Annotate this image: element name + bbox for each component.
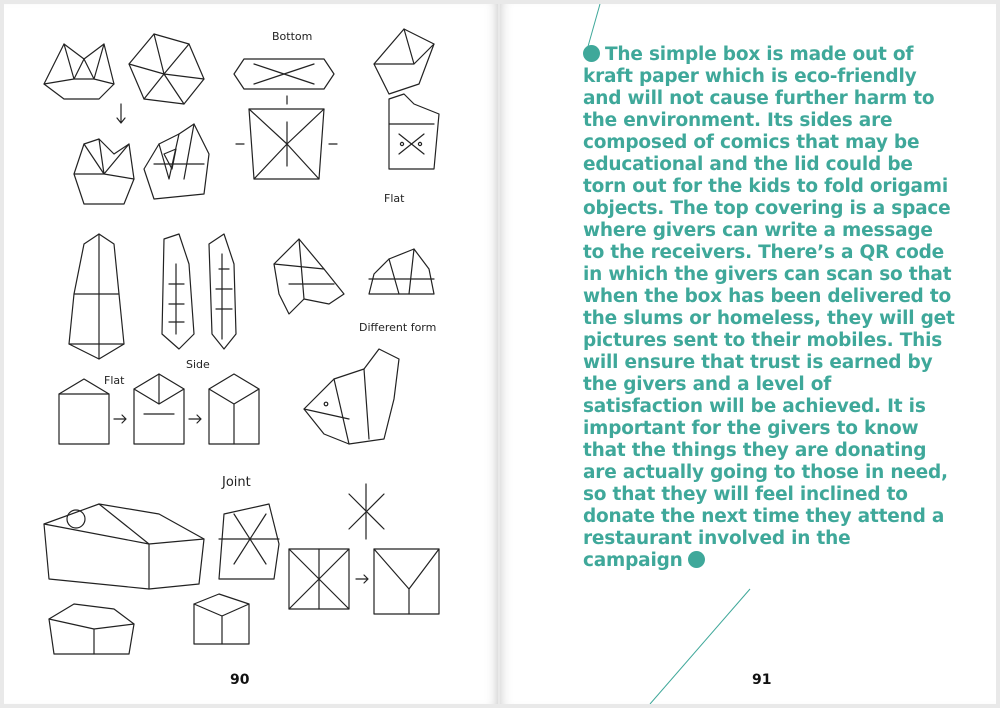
arrow-down: [117, 104, 125, 123]
arrow-right-1: [114, 415, 126, 423]
sketch-joint-box-1: [44, 504, 204, 589]
sketch-flat-house-1: [59, 379, 109, 444]
origami-sketches: [4, 4, 498, 704]
sketch-folded-figure-2: [144, 124, 209, 199]
bottom-accent-line: [650, 589, 750, 704]
label-bottom: Bottom: [272, 30, 313, 43]
sketch-cross-fold: [349, 484, 384, 539]
bullet-dot-start: [583, 45, 600, 62]
sketch-joint-box-3: [49, 604, 134, 654]
sketch-different-form-1: [274, 239, 344, 314]
sketch-rabbit: [374, 29, 439, 169]
label-joint: Joint: [222, 475, 251, 490]
sketch-flat-house-2: [134, 374, 184, 444]
sketch-star-box-2: [129, 34, 204, 104]
label-different-form: Different form: [359, 321, 437, 334]
sketch-fold-square-1: [289, 549, 349, 609]
arrow-right-2: [189, 415, 201, 423]
bullet-dot-end: [688, 551, 705, 568]
sketch-side-view-1: [162, 234, 194, 349]
body-text-block: [583, 44, 955, 572]
page-number-left: 90: [230, 672, 250, 688]
page-number-right: 91: [752, 672, 772, 688]
sketch-bottom-view: [234, 59, 337, 179]
sketch-star-box-1: [44, 44, 114, 99]
right-page: [500, 4, 996, 704]
label-flat-mid: Flat: [104, 374, 125, 387]
left-page: [4, 4, 498, 704]
sketch-side-view-2: [209, 234, 236, 349]
arrow-right-3: [356, 575, 368, 583]
sketch-folded-figure-1: [74, 139, 134, 204]
sketch-joint-box-4: [194, 594, 249, 644]
sketch-joint-box-2: [219, 504, 279, 579]
sketch-flat-house-3: [209, 374, 259, 444]
label-side: Side: [186, 358, 210, 371]
sketch-tall-creature: [69, 234, 124, 359]
sketch-fold-square-2: [374, 549, 439, 614]
sketch-fox: [304, 349, 399, 444]
sketch-different-form-2: [369, 249, 434, 294]
body-text: The simple box is made out of kraft paper which is eco-friendly and will not cause further harm to the environment. Its sides are composed of comics that may be educational and the lid could be torn out for the kids to fold origami objects. The top covering is a space where givers can write a message to the receivers. There’s a QR code in which the givers can scan so that when the box has been delivered to the slums or homeless, they will get pictures sent to their mobiles. This will ensure that trust is earned by the givers and a level of satisfaction will be achieved. It is important for the givers to know that the things they are donating are actually going to those in need, so that they will feel inclined to donate the next time they attend a restaurant involved in the campaign: [583, 44, 955, 571]
label-flat-top: Flat: [384, 192, 405, 205]
